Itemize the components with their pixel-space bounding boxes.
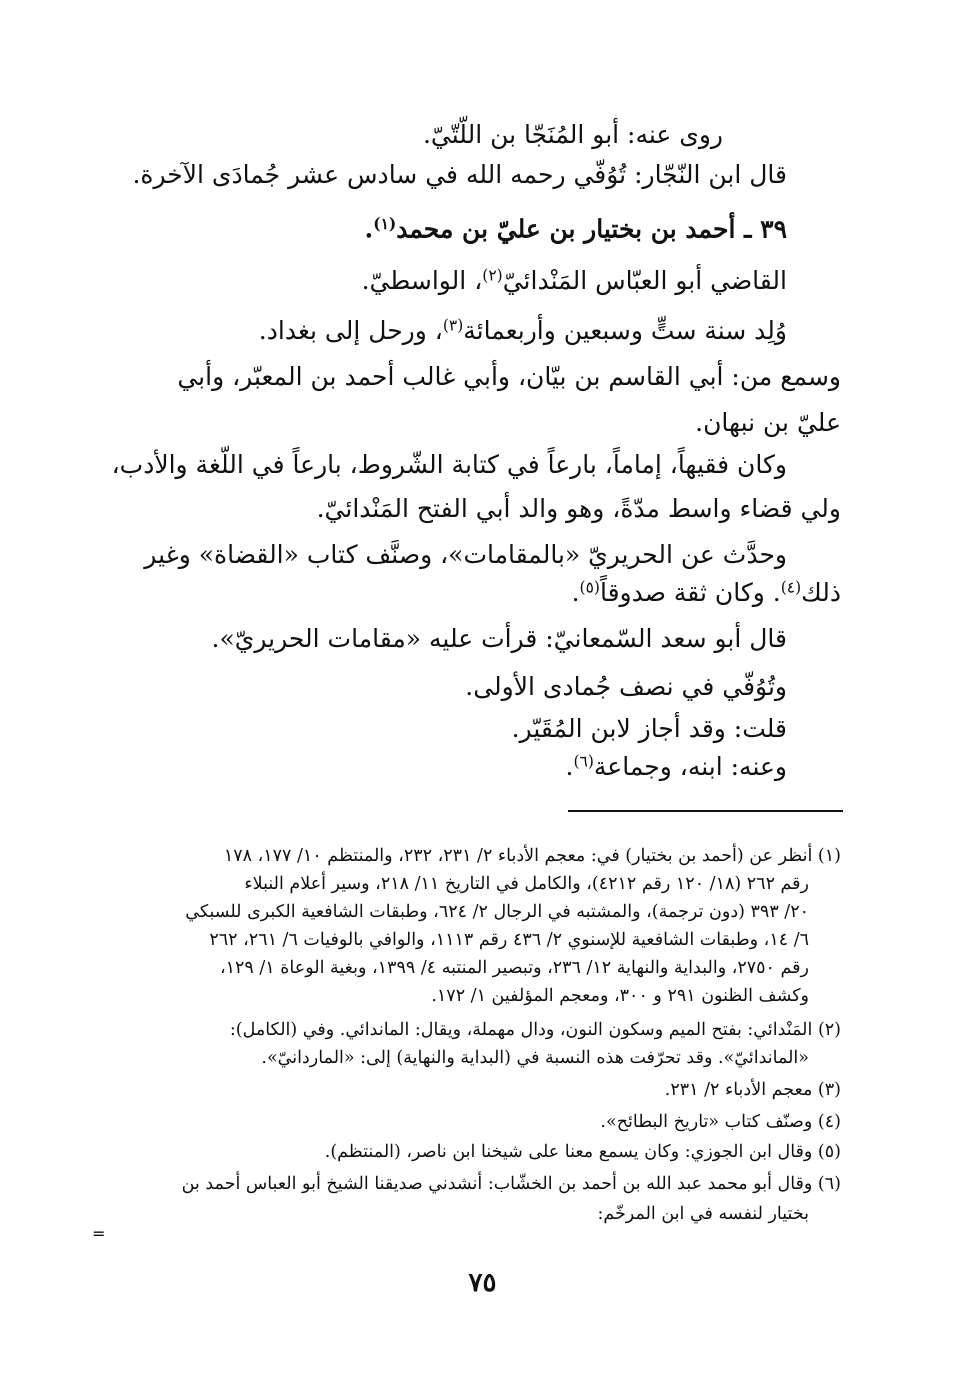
text-line-2: قال ابن النّجّار: تُوُفّي رحمه الله في سادس عشر جُمادَى الآخرة. (132, 160, 787, 189)
margin-mark: = (92, 1224, 106, 1243)
entry-heading (365, 214, 788, 244)
footnote-2-line-2: «الماندائيّ». وقد تحرّفت هذه النسبة في (البداية والنهاية) إلى: «الماردانيّ». (261, 1048, 809, 1068)
text-line-15 (566, 752, 788, 781)
footnote-ref-6: (٦) (573, 752, 594, 771)
text-line-7: عليّ بن نبهان. (695, 408, 841, 437)
text-line-11 (572, 578, 841, 607)
text-line-15-a: وعنه: ابنه، وجماعة (593, 752, 787, 781)
footnote-1-line-5: رقم ٢٧٥٠، والبداية والنهاية ١٢/ ٢٣٦، وتبصير المنتبه ٤/ ١٣٩٩، وبغية الوعاة ١/ ١٢٩، (219, 958, 809, 978)
footnote-1-line-4: ٦/ ١٤، وطبقات الشافعية للإسنوي ٢/ ٤٣٦ رقم ١١١٣، والوافي بالوفيات ٦/ ٢٦١، ٢٦٢ (209, 930, 809, 950)
text-line-14: قلت: وقد أجاز لابن المُقَيّر. (511, 714, 787, 743)
footnote-6-line-2: بختيار لنفسه في ابن المرخّم: (597, 1204, 809, 1224)
footnote-2-line-1: (٢) المَنْدائي: بفتح الميم وسكون النون، ودال مهملة، ويقال: الماندائي. وفي (الكامل): (229, 1020, 841, 1040)
footnote-separator (568, 810, 843, 812)
footnote-6-line-1: (٦) وقال أبو محمد عبد الله بن أحمد بن الخشّاب: أنشدني صديقنا الشيخ أبو العباس أحمد بن (181, 1174, 841, 1194)
footnote-1-line-6: وكشف الظنون ٢٩١ و ٣٠٠، ومعجم المؤلفين ١/ ١٧٢. (431, 986, 809, 1006)
text-line-8: وكان فقيهاً، إماماً، بارعاً في كتابة الشّروط، بارعاً في اللّغة والأدب، (111, 450, 787, 479)
text-line-11-c: . (571, 578, 580, 607)
text-line-10: وحدَّث عن الحريريّ «بالمقامات»، وصنَّف كتاب «القضاة» وغير (144, 540, 787, 569)
footnote-ref-5: (٥) (579, 578, 600, 597)
footnote-4: (٤) وصنّف كتاب «تاريخ البطائح». (600, 1112, 841, 1132)
footnote-1-line-1: (١) أنظر عن (أحمد بن بختيار) في: معجم الأدباء ٢/ ٢٣١، ٢٣٢، والمنتظم ١٠/ ١٧٧، ١٧٨ (223, 846, 841, 866)
entry-title-end: . (364, 214, 374, 244)
text-line-11-a: ذلك (801, 578, 841, 607)
text-line-4-b: ، الواسطيّ. (361, 266, 483, 295)
footnote-ref-3: (٣) (442, 316, 464, 335)
text-line-11-b: . وكان ثقة صدوقاً (599, 578, 781, 607)
footnote-1-line-3: ٢٠/ ٣٩٣ (دون ترجمة)، والمشتبه في الرجال ٢/ ٦٢٤، وطبقات الشافعية الكبرى للسبكي (185, 902, 809, 922)
footnote-ref-4: (٤) (780, 578, 802, 597)
footnote-1-line-2: رقم ٢٦٢ (١٨/ ١٢٠ رقم ٤٢١٢)، والكامل في التاريخ ١١/ ٢١٨، وسير أعلام النبلاء (244, 874, 809, 894)
page-number: ٧٥ (468, 1268, 497, 1298)
entry-title: ٣٩ ـ أحمد بن بختيار بن عليّ بن محمد (396, 214, 787, 244)
text-line-6: وسمع من: أبي القاسم بن بيّان، وأبي غالب أحمد بن المعبّر، وأبي (177, 362, 841, 391)
text-line-4-a: القاضي أبو العبّاس المَنْدائيّ (502, 266, 787, 295)
text-line-9: ولي قضاء واسط مدّةً، وهو والد أبي الفتح المَنْدائيّ. (316, 494, 841, 523)
footnote-ref-2: (٢) (482, 266, 503, 285)
text-line-5-b: ، ورحل إلى بغداد. (258, 316, 443, 345)
text-line-13: وتُوُفّي في نصف جُمادى الأولى. (465, 672, 787, 701)
text-line-5-a: وُلِد سنة ستٍّ وسبعين وأربعمائة (463, 316, 787, 345)
text-line-5 (259, 316, 787, 345)
text-line-12: قال أبو سعد السّمعانيّ: قرأت عليه «مقامات الحريريّ». (211, 624, 787, 653)
text-line-15-b: . (565, 752, 574, 781)
footnote-3: (٣) معجم الأدباء ٢/ ٢٣١. (664, 1080, 841, 1100)
footnote-ref-1: (١) (373, 214, 397, 233)
text-line-4 (362, 266, 787, 295)
footnote-5: (٥) وقال ابن الجوزي: وكان يسمع معنا على شيخنا ابن ناصر، (المنتظم). (324, 1142, 841, 1162)
text-line-1: روى عنه: أبو المُنَجّا بن اللّتّيّ. (422, 120, 723, 149)
